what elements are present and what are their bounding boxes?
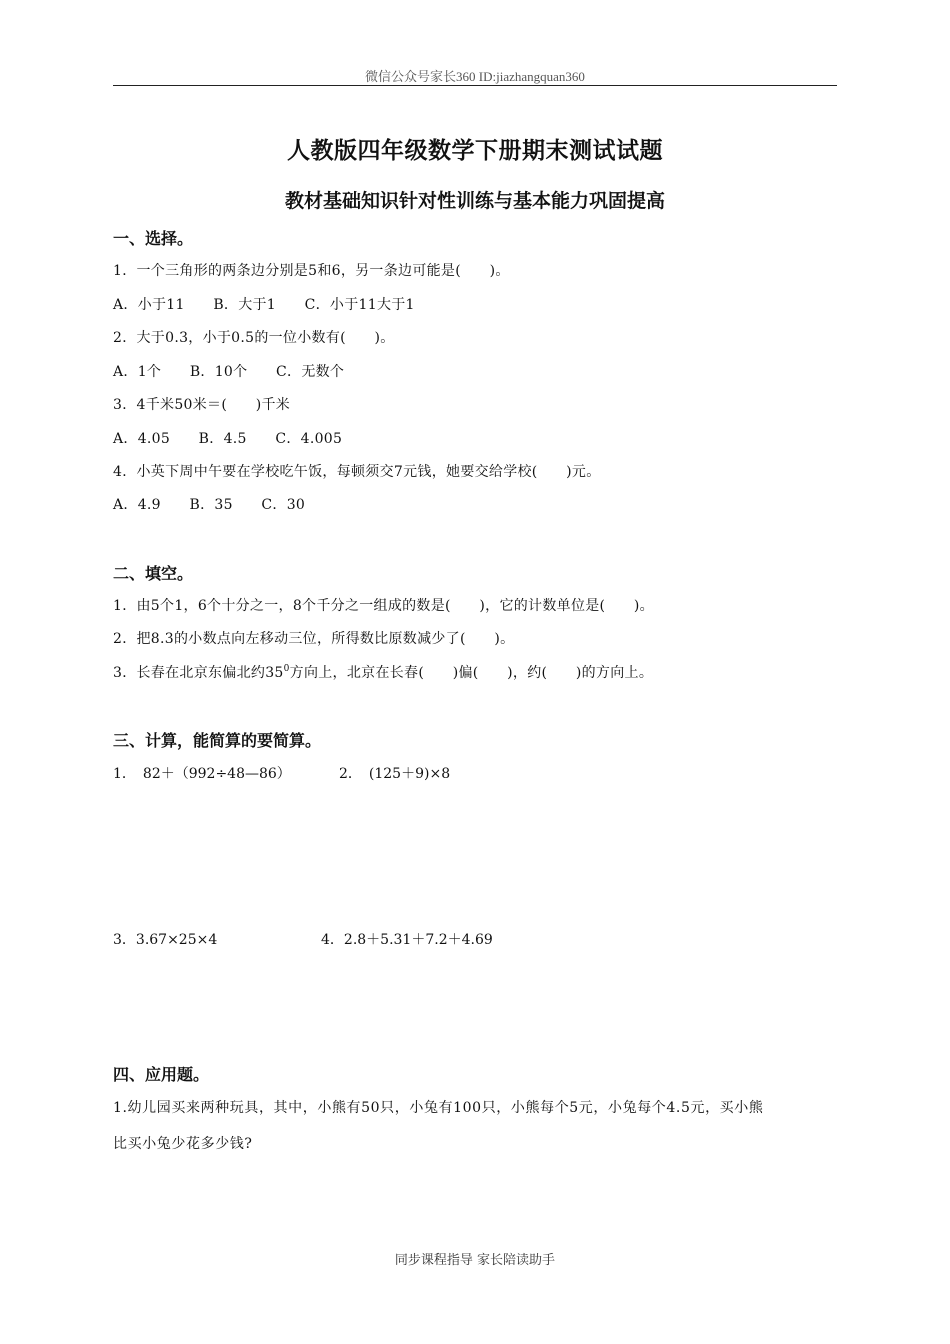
page-subtitle: 教材基础知识针对性训练与基本能力巩固提高 (284, 190, 665, 212)
question-line: 1．一个三角形的两条边分别是5和6，另一条边可能是( )。 (113, 263, 510, 279)
question-line (113, 662, 653, 682)
calc-item: 1． 82＋（992÷48—86） (113, 766, 291, 782)
question-text-part: 3．长春在北京东偏北约35 (113, 665, 284, 681)
question-line: 1．由5个1，6个十分之一，8个千分之一组成的数是( )，它的计数单位是( )。 (113, 598, 654, 614)
question-line: 2．把8.3的小数点向左移动三位，所得数比原数减少了( )。 (113, 631, 515, 647)
answer-options: A．4.05 B．4.5 C．4.005 (113, 431, 343, 447)
answer-options: A．1个 B．10个 C．无数个 (113, 364, 345, 380)
page-footer: 同步课程指导 家长陪读助手 (394, 1253, 556, 1268)
answer-options: A．小于11 B．大于1 C．小于11大于1 (113, 297, 415, 313)
degree-superscript: 0 (283, 664, 290, 674)
question-line: 4．小英下周中午要在学校吃午饭，每顿须交7元钱，她要交给学校( )元。 (113, 464, 601, 480)
header-divider (113, 85, 837, 86)
calc-item: 4．2.8＋5.31＋7.2＋4.69 (321, 932, 493, 948)
section-heading-choice: 一、选择。 (113, 229, 194, 248)
section-heading-apply: 四、应用题。 (113, 1065, 210, 1084)
answer-options: A．4.9 B．35 C．30 (113, 497, 306, 513)
question-text-part: 方向上，北京在长春( )偏( )，约( )的方向上。 (289, 665, 654, 681)
page-title: 人教版四年级数学下册期末测试试题 (287, 137, 663, 164)
question-line: 1.幼儿园买来两种玩具，其中，小熊有50只，小兔有100只，小熊每个5元，小兔每个4.5元，买小熊 (113, 1100, 764, 1116)
page-header: 微信公众号家长360 ID:jiazhangquan360 (365, 69, 585, 84)
question-line: 比买小兔少花多少钱? (113, 1136, 253, 1152)
calc-item: 3．3.67×25×4 (113, 932, 218, 948)
calc-item: 2． (125＋9)×8 (339, 766, 451, 782)
section-heading-fill: 二、填空。 (113, 564, 194, 583)
section-heading-calc: 三、计算，能简算的要简算。 (113, 731, 322, 750)
question-line: 3．4千米50米＝( )千米 (113, 397, 291, 413)
question-line: 2．大于0.3，小于0.5的一位小数有( )。 (113, 330, 395, 346)
